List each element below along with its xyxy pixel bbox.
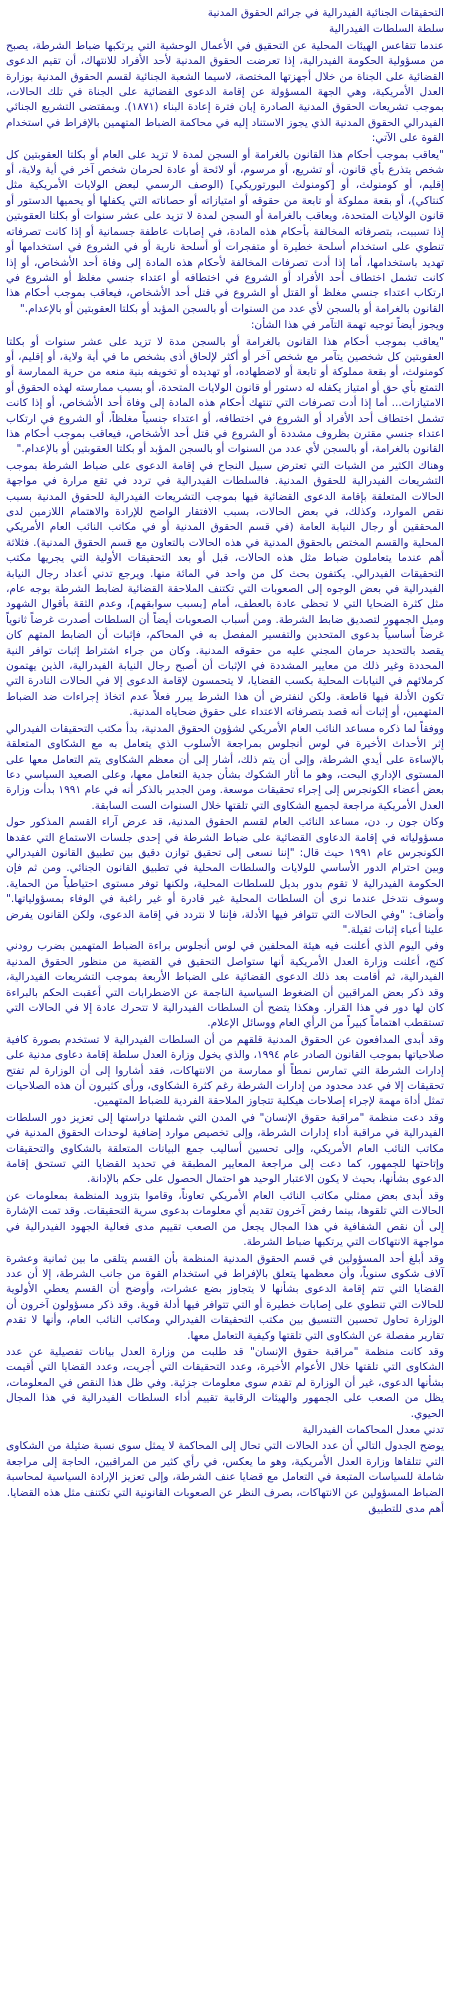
paragraph: عندما تتقاعس الهيئات المحلية عن التحقيق في الأعمال الوحشية التي يرتكبها ضباط الشرطة، يصبح من مسؤولية الحكومة الفيدرالية، إذا تعرضت الحقوق المدنية لأحد الأفراد للانتهاك، أن تقيم الدعوى القضائية على الجناة من خلال أجهزتها المختصة، لاسيما الشعبة الجنائية لقسم الحقوق المدنية بوزارة العدل الأمريكية، وهي الجهة المسؤولة عن إقامة الدعوى القضائية على الجناة في تلك الحالات، بموجب تشريعات الحقوق المدنية الصادرة إبان فترة إعادة البناء (١٨٧١). وبمقتضى التشريع الجنائي الفيدرالي الحقوق المدنية الذي يجوز الاستناد إليه في محاكمة الضباط المتهمين بالإفراط في استخدام القوة على الآتي: <box>6 39 444 145</box>
paragraph: "يعاقب بموجب أحكام هذا القانون بالغرامة أو بالسجن مدة لا تزيد على عشر سنوات أو بكلتا العقوبتين كل شخصين يتآمر مع شخص آخر أو أكثر لإلحاق أذى بشخص ما في أية ولاية، أو إقليم، أو كومنولث، أو بقعة مملوكة أو تابعة أو لاضطهاده، أو تهديده أو تخويفه بنية منعه من حرية الممارسة أو التمتع بأي حق أو امتياز يكفله له دستور أو قانون الولايات المتحدة، أو بسبب ممارسته لهذه الحقوق أو الامتيازات... أما إذا أدت تصرفات التي تنتهك أحكام هذه المادة إلى وفاة أحد الأشخاص، أو إذا كانت تشمل اختطاف أحد الأفراد أو الشروع في اختطافه، أو اعتداء جنسياً مغلظاً، أو الشروع في ارتكاب اعتداء جنسي مقترن بظروف مشددة أو الشروع في قتل أحد الأشخاص، فيعاقب بموجب أحكام هذا القانون بالغرامة، أو بالسجن لأي عدد من السنوات أو بالسجن المؤبد أو بكلتا العقوبتين أو بالإعدام." <box>6 335 444 456</box>
paragraph: ووفقاً لما ذكره مساعد النائب العام الأمريكي لشؤون الحقوق المدنية، بدأ مكتب التحقيقات الفيدرالي إثر الأحداث الأخيرة في لوس أنجلوس بمراجعة الأسلوب الذي يتعامل به مع الشكاوى المتعلقة بالإساءة على أيدي الشرطة، وإلى أن يتم ذلك، أشار إلى أن معظم الشكاوى يتم التعامل معها على المستوى الإداري البحت، وهو ما أثار الشكوك بشأن جدية التعامل معها، وعلى الصعيد السياسي دعا بعض أعضاء الكونجرس إلى إجراء تحقيقات موسعة. ومن الجدير بالذكر أنه في عام ١٩٩١ بدأت وزارة العدل الأمريكية مراجعة لجميع الشكاوى التي تلقتها خلال السنوات الست السابقة. <box>6 722 444 812</box>
paragraph: وكان جون ر. دن، مساعد النائب العام لقسم الحقوق المدنية، قد عرض آراء القسم المذكور حول مسؤولياته في إقامة الدعاوى القضائية على ضباط الشرطة في إحدى جلسات الاستماع التي عقدها الكونجرس عام ١٩٩١ حيث قال: "إننا نسعى إلى تحقيق توازن دقيق بين تطبيق القانون الفيدرالي وبين احترام الدور الأساسي للولايات والسلطات المحلية في تطبيق القانون الجنائي. ومن ثم فإن الحكومة الفيدرالية لا تقوم بدور بديل للسلطات المحلية، ولكنها توفر مستوى احتياطياً من الحماية. وسوف نتدخل عندما نرى أن السلطات المحلية غير قادرة أو غير راغبة في الوفاء بمسؤولياتها." وأضاف: "وفي الحالات التي تتوافر فيها الأدلة، فإننا لا نتردد في إقامة الدعوى، ولكن القانون يفرض علينا أعباء إثبات ثقيلة." <box>6 816 444 936</box>
paragraph: وقد أبدى المدافعون عن الحقوق المدنية قلقهم من أن السلطات الفيدرالية لا تستخدم بصورة كافية صلاحياتها بموجب القانون الصادر عام ١٩٩٤، والذي يخول وزارة العدل سلطة إقامة دعاوى مدنية على إدارات الشرطة التي تمارس نمطاً أو ممارسة من الانتهاكات، فقد أشاروا إلى أن الوزارة لم تفتح تحقيقات إلا في عدد محدود من إدارات الشرطة رغم كثرة الشكاوى، ورأى كثيرون أن هذه الصلاحيات تمثل أداة مهمة لإجراء إصلاحات هيكلية تتجاوز الملاحقة الفردية للضباط المتهمين. <box>6 1033 444 1108</box>
paragraph: يوضح الجدول التالي أن عدد الحالات التي تحال إلى المحاكمة لا يمثل سوى نسبة ضئيلة من الشكاوى التي تتلقاها وزارة العدل الأمريكية، وهو ما يعكس، في رأي كثير من المراقبين، الحاجة إلى مراجعة شاملة للسياسات المتبعة في التعامل مع قضايا عنف الشرطة، وإلى تعزيز الإرادة السياسية لمحاسبة الضباط المسؤولين عن الانتهاكات، بصرف النظر عن الصعوبات القانونية التي تكتنف مثل هذه القضايا. <box>6 1440 444 1499</box>
paragraph: وقد أبلغ أحد المسؤولين في قسم الحقوق المدنية المنظمة بأن القسم يتلقى ما بين ثمانية وعشرة آلاف شكوى سنوياً، وأن معظمها يتعلق بالإفراط في استخدام القوة من جانب الشرطة، إلا أن عدد القضايا التي تتم إقامة الدعوى بشأنها لا يتجاوز بضع عشرات، وأوضح أن القسم يعطي الأولوية للحالات التي تنطوي على إصابات خطيرة أو التي تتوافر فيها أدلة قوية. وقد ذكر مسؤولون آخرون أن الوزارة تحاول تحسين التنسيق بين مكتب التحقيقات الفيدرالي ومكاتب النائب العام، وأنها لا تقدم تقارير مفصلة عن الشكاوى التي تلقتها وكيفية التعامل معها. <box>6 1252 444 1342</box>
section-heading: سلطة السلطات الفيدرالية <box>329 23 444 36</box>
paragraph: وفي اليوم الذي أعلنت فيه هيئة المحلفين في لوس أنجلوس براءة الضباط المتهمين بضرب رودني كنج، أعلنت وزارة العدل الأمريكية أنها ستواصل التحقيق في القضية من منظور الحقوق المدنية الفيدرالية، ثم أقامت بعد ذلك الدعوى القضائية على الضباط الأربعة بموجب التشريعات الفيدرالية، وقد ذكر بعض المراقبين أن الضغوط السياسية الناجمة عن الاضطرابات التي أعقبت الحكم بالبراءة كان لها دور في هذا القرار. وهكذا يتضح أن السلطات الفيدرالية لا تتحرك عادة إلا في الحالات التي تستقطب اهتماماً كبيراً من الرأي العام ووسائل الإعلام. <box>6 940 444 1030</box>
paragraph: وقد أبدى بعض ممثلي مكاتب النائب العام الأمريكي تعاوناً، وقاموا بتزويد المنظمة بمعلومات عن الحالات التي تلقوها، بينما رفض آخرون تقديم أي معلومات بدعوى سرية التحقيقات. وقد تمت الإشارة إلى أن نقص الشفافية في هذا المجال يجعل من الصعب تقييم مدى فعالية الجهود الفيدرالية في مواجهة الانتهاكات التي يرتكبها ضباط الشرطة. <box>6 1189 444 1249</box>
document-title: التحقيقات الجنائية الفيدرالية في جرائم الحقوق المدنية <box>207 7 444 19</box>
document-body <box>6 22 444 1501</box>
paragraph: "يعاقب بموجب أحكام هذا القانون بالغرامة أو السجن لمدة لا تزيد على العام أو بكلتا العقوبتين كل شخص يتذرع بأي قانون، أو تشريع، أو مرسوم، أو لائحة أو عادة لحرمان شخص آخر في أية ولاية، أو إقليم، أو كومنولث، أو [كومنولث البورتوريكي] (الوصف الرسمي لبعض الولايات الأمريكية مثل كنتاكي)، أو بقعة مملوكة أو تابعة من حقوقه أو امتيازاته أو حصاناته التي يكفلها أو يحميها الدستور أو قانون الولايات المتحدة، ويعاقب بالغرامة أو السجن لمدة لا تزيد على عشر سنوات أو بكلتا العقوبتين إذا تسببت، بتصرفاته المخالفة بأحكام هذه المادة، في إصابات عاطفة جسمانية أو إذا كانت تصرفاته تنطوي على استخدام أسلحة خطيرة أو متفجرات أو أسلحة نارية أو في الشروع في استخدامها أو تهديد باستخدامها، أما إذا أدت تصرفات المخالفة لأحكام هذه المادة إلى وفاة أحد الأشخاص، أو إذا كانت تشمل اختطاف أحد الأفراد أو الشروع في اختطافه أو اعتداء جنسي مغلظ أو الشروع في ارتكاب اعتداء جنسي مغلظ أو القتل أو الشروع في قتل أحد الأشخاص، فيعاقب بموجب أحكام هذا القانون بالغرامة أو بالسجن لأي عدد من السنوات أو بالسجن المؤبد أو بكلتا العقوبتين أو بالإعدام." <box>6 148 444 315</box>
paragraph: وهناك الكثير من الشبات التي تعترض سبيل النجاح في إقامة الدعوى على ضباط الشرطة بموجب التشريعات الفيدرالية للحقوق المدنية. فالسلطات الفيدرالية في تردد في تقع مرارة في مواجهة الحالات المتعلقة بإقامة الدعوى القضائية فيها بموجب التشريعات الفيدرالية للحقوق المدنية بسبب نقص الموارد، وكذلك، في بعض الحالات، بسبب الافتقار الواضح للإرادة والاهتمام اللازمين لدى المحققين أو رجال النيابة العامة (في قسم الحقوق المدنية أو في مكاتب النائب العام الأمريكي المحلية والقسم المختص بالحقوق المدنية في هذه الحالات بالتعاون مع قسم الحقوق المدنية). فثلاثة أهم عندما يتعاملون ضباط مثل هذه الحالات، قبل أو بعد التحقيقات الأولية التي يجريها مكتب التحقيقات الفيدرالي. يكتفون بحث كل من واحد في المائة منها. ويرجع تدني أعداد رجال النيابة الفيدرالية في بعض الوجوه إلى الصعوبات التي تكتنف الملاحقة القضائية لضابط الشرطة بوجه عام، مثل كثرة الضحايا التي لا تحظى عادة بالعطف، أمام [بسبب سوابقهم]، وعدم الثقة بأقوال الشهود وميل الجمهور لتصديق ضابط الشرطة. ومن أسباب الصعوبات أيضاً أن السلطات أصدرت غرضاً ثانوياً غرضاً أساسياً بدعوى المتحدين والتفسير المفصل به في المحاكم، فإثبات أن الضابط المتهم كان يقصد بالتحديد حرمان المجني عليه من حقوقه المدنية. وكان من جراء اشتراط إثبات توافر النية المحددة وغير ذلك من معايير المشددة في الإثبات أن أصبح رجال النيابة الفيدرالية، الذين يهتمون كرملائهم في النيابات المحلية بكسب القضايا، لا يتحمسون لإقامة الدعوى إلا في الحالات النادرة التي تكون الأدلة فيها قاطعة. ولكن لنفترض أن هذا الشرط يبرر فعلاً عدم اتخاذ إجراءات ضد الضباط المتهمين، أو إثبات أنه قصد بتصرفاته الاعتداء على حقوق ضحاياه المدنية. <box>6 459 444 719</box>
signature-line: أهم مدى للتطبيق <box>368 1503 444 1515</box>
paragraph: ويجوز أيضاً توجيه تهمة التآمر في هذا الشأن: <box>250 319 444 332</box>
paragraph: وقد كانت منظمة "مراقبة حقوق الإنسان" قد طلبت من وزارة العدل بيانات تفصيلية عن عدد الشكاوى التي تلقتها خلال الأعوام الأخيرة، وعدد التحقيقات التي أجريت، وعدد القضايا التي أقيمت بشأنها الدعوى، غير أن الوزارة لم تقدم سوى معلومات جزئية. وفي ظل هذا النقص في المعلومات، يظل من الصعب على الجمهور والهيئات الرقابية تقييم أداء السلطات الفيدرالية في هذا المجال الحيوي. <box>6 1345 444 1420</box>
section-heading: تدني معدل المحاكمات الفيدرالية <box>302 1423 444 1436</box>
paragraph: وقد دعت منظمة "مراقبة حقوق الإنسان" في المدن التي شملتها دراستها إلى تعزيز دور السلطات الفيدرالية في مراقبة أداء إدارات الشرطة، وإلى تخصيص موارد إضافية لوحدات الحقوق المدنية في مكاتب النائب العام الأمريكي، وإلى تحسين أساليب جمع البيانات المتعلقة بالشكاوى والتحقيقات وإتاحتها للجمهور، كما دعت إلى مراجعة المعايير المطبقة في تحديد القضايا التي تستحق إقامة الدعوى بشأنها، بحيث لا يكون الاعتبار الوحيد هو احتمال الحصول على حكم بالإدانة. <box>6 1111 444 1186</box>
